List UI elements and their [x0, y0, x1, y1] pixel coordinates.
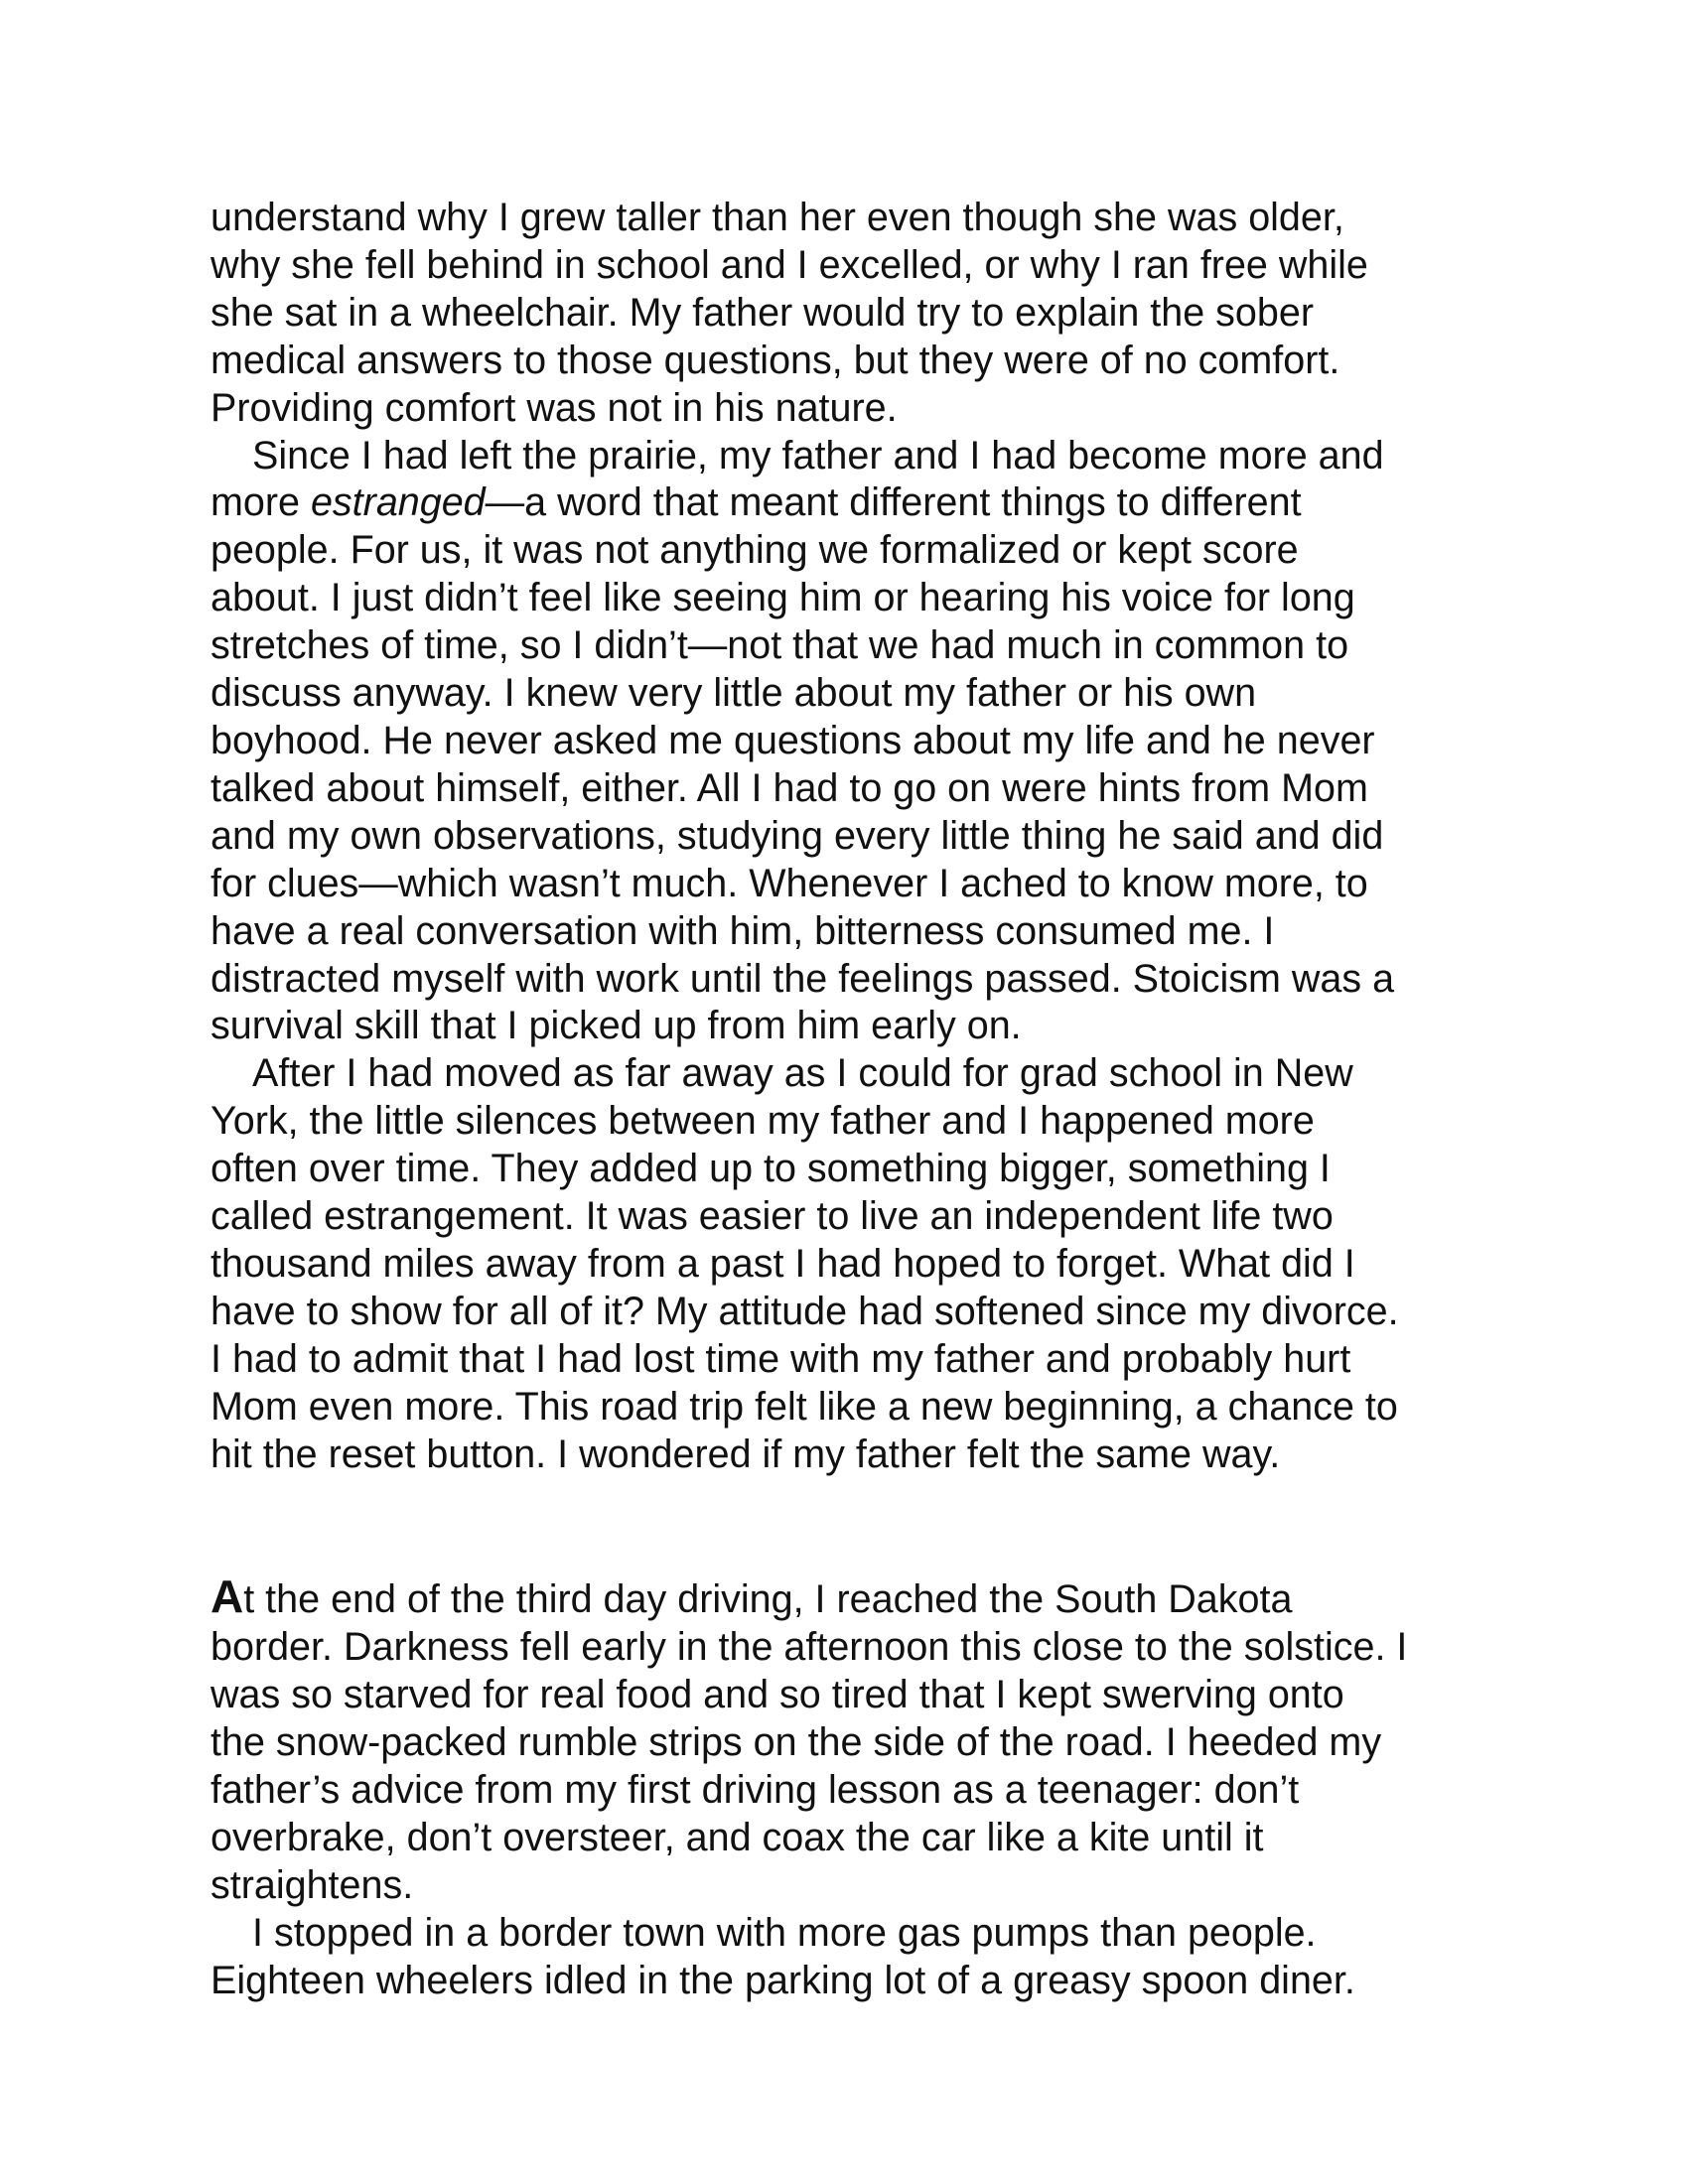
- book-page: [211, 195, 1501, 2005]
- text-line: Mom even more. This road trip felt like a new beginning, a chance to: [211, 1384, 1398, 1429]
- paragraph-1: [211, 195, 1501, 433]
- text-line: Since I had left the prairie, my father and I had become more and: [252, 433, 1384, 478]
- text-line: people. For us, it was not anything we formalized or kept score: [211, 528, 1299, 573]
- text-line: medical answers to those questions, but they were of no comfort.: [211, 338, 1340, 382]
- text-line: discuss anyway. I knew very little about my father or his own: [211, 671, 1257, 716]
- text-line: understand why I grew taller than her even though she was older,: [211, 196, 1344, 239]
- text-line: After I had moved as far away as I could for grad school in New: [252, 1051, 1353, 1096]
- text-line: about. I just didn’t feel like seeing him or hearing his voice for long: [211, 576, 1355, 620]
- text-line: York, the little silences between my father and I happened more: [211, 1099, 1315, 1144]
- text-line: often over time. They added up to something bigger, something I: [211, 1147, 1331, 1191]
- text-line: Eighteen wheelers idled in the parking lot of a greasy spoon diner.: [211, 1958, 1355, 2002]
- section-break: [211, 1478, 1501, 1573]
- text-line: overbrake, don’t oversteer, and coax the car like a kite until it: [211, 1816, 1264, 1859]
- text-line: border. Darkness fell early in the afternoon this close to the solstice. I: [211, 1625, 1408, 1670]
- text-line: Providing comfort was not in his nature.: [211, 385, 898, 430]
- text-line: boyhood. He never asked me questions about my life and he never: [211, 718, 1375, 762]
- text-line: distracted myself with work until the feelings passed. Stoicism was a: [211, 956, 1395, 1001]
- text-line-with-initial: [211, 1570, 1501, 1624]
- text-line: called estrangement. It was easier to live an independent life two: [211, 1194, 1334, 1239]
- paragraph-3: [211, 1050, 1501, 1478]
- text-segment: t the end of the third day driving, I reached the South Dakota: [243, 1577, 1293, 1622]
- text-line: hit the reset button. I wondered if my father felt the same way.: [211, 1432, 1281, 1476]
- text-line: I had to admit that I had lost time with my father and probably hurt: [211, 1336, 1351, 1381]
- text-segment: —a word that meant different things to different: [485, 480, 1302, 525]
- text-line: why she fell behind in school and I excelled, or why I ran free while: [211, 242, 1368, 287]
- emphasized-word: estranged: [310, 480, 486, 525]
- text-line: straightens.: [211, 1862, 414, 1907]
- text-line: the snow-packed rumble strips on the side of the road. I heeded my: [211, 1720, 1382, 1765]
- initial-letter: A: [211, 1570, 244, 1623]
- text-line: for clues—which wasn’t much. Whenever I ached to know more, to: [211, 861, 1368, 905]
- text-line: father’s advice from my first driving lesson as a teenager: don’t: [211, 1768, 1300, 1813]
- paragraph-4: [211, 1570, 1501, 1909]
- paragraph-2: [211, 433, 1501, 1051]
- text-segment: more: [211, 480, 311, 525]
- text-line: stretches of time, so I didn’t—not that we had much in common to: [211, 623, 1349, 668]
- text-line: survival skill that I picked up from him early on.: [211, 1004, 1022, 1048]
- text-line: have a real conversation with him, bitterness consumed me. I: [211, 908, 1275, 953]
- text-line: and my own observations, studying every little thing he said and did: [211, 813, 1384, 858]
- paragraph-5: [211, 1910, 1501, 2005]
- text-line: she sat in a wheelchair. My father would try to explain the sober: [211, 290, 1314, 335]
- text-line: thousand miles away from a past I had hoped to forget. What did I: [211, 1241, 1355, 1286]
- text-line: have to show for all of it? My attitude had softened since my divorce.: [211, 1289, 1399, 1333]
- text-line: was so starved for real food and so tired that I kept swerving onto: [211, 1673, 1344, 1717]
- text-line: talked about himself, either. All I had to go on were hints from Mom: [211, 765, 1368, 810]
- text-line: I stopped in a border town with more gas pumps than people.: [252, 1910, 1317, 1955]
- text-line-with-emphasis: [211, 479, 1501, 527]
